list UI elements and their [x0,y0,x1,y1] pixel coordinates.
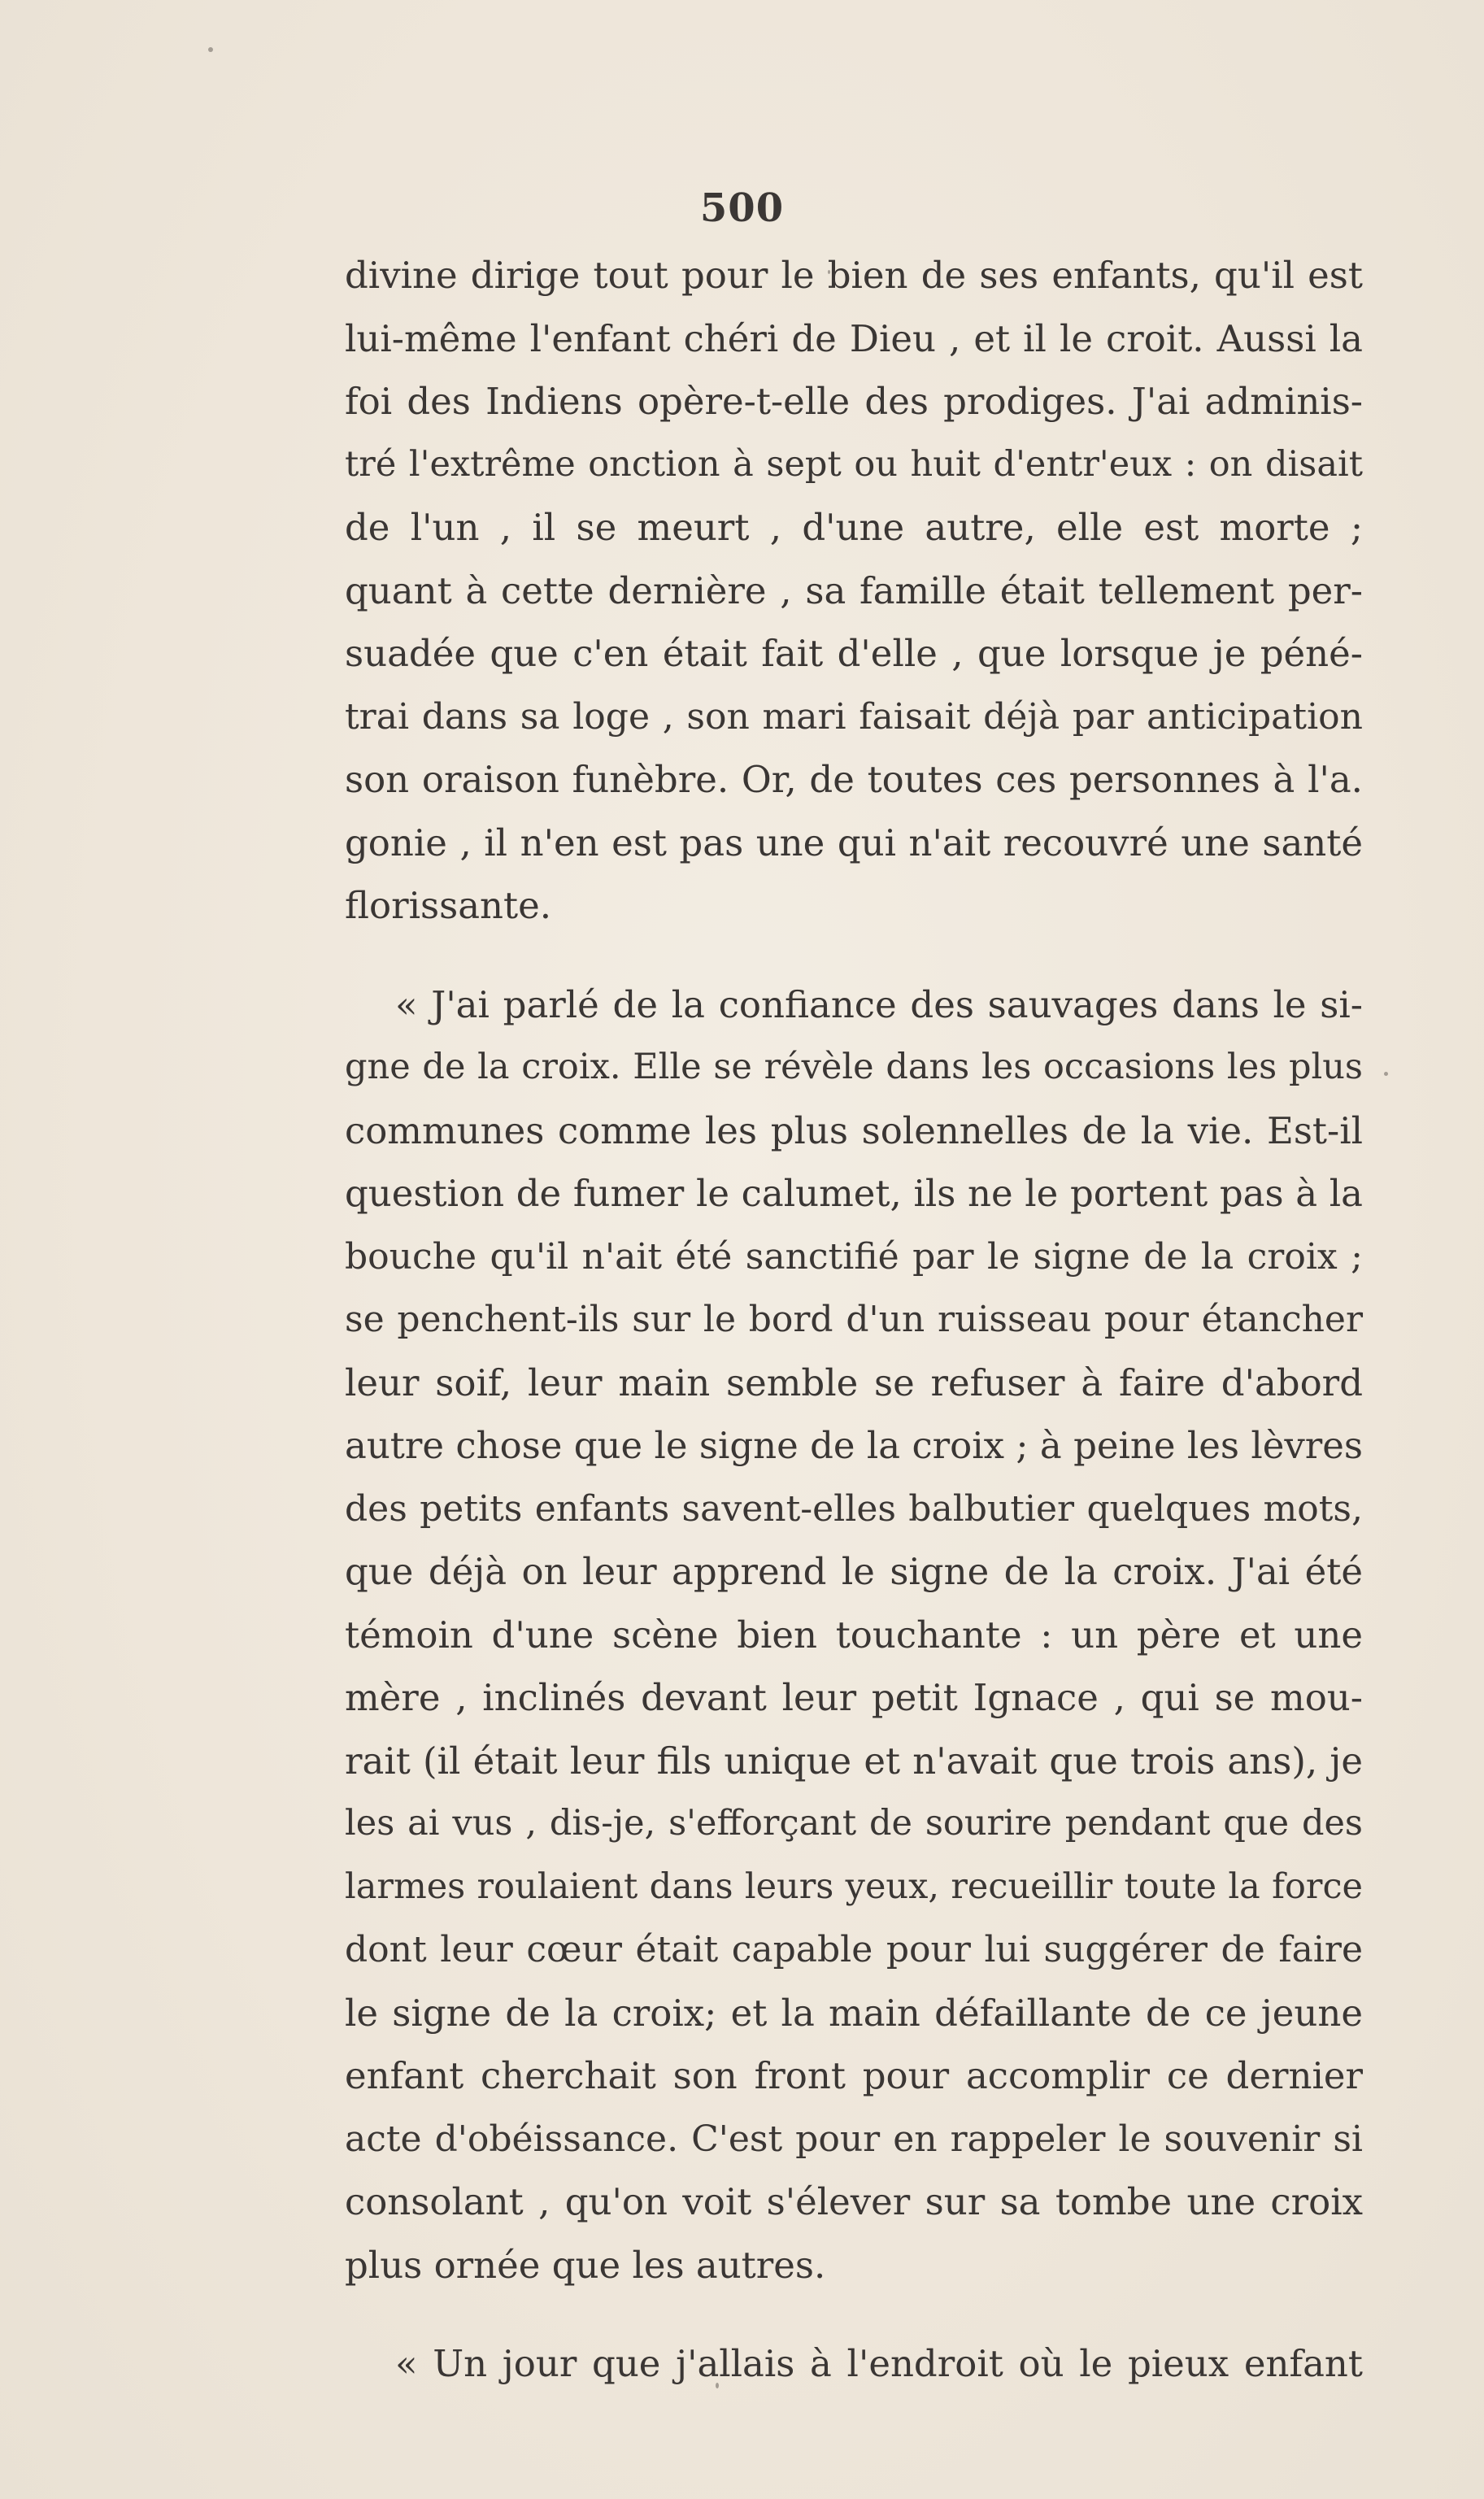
text-line: de l'un , il se meurt , d'une autre, elle est morte ; [345,506,1363,549]
text-line: enfant cherchait son front pour accomplir ce dernier [345,2054,1363,2097]
text-line: le signe de la croix; et la main défaillante de ce jeune [345,1991,1363,2035]
paragraph [345,2332,1363,2396]
text-line: divine dirige tout pour le bien de ses enfants, qu'il est [345,254,1363,297]
paper-speck [1384,1072,1388,1076]
paper-speck [208,47,213,52]
text-line: les ai vus , dis-je, s'efforçant de sourire pendant que des [345,1803,1363,1844]
text-line: tré l'extrême onction à sept ou huit d'entr'eux : on disait [345,443,1363,485]
body-text [345,244,1363,2396]
text-line: gne de la croix. Elle se révèle dans les occasions les plus [345,1047,1363,1087]
text-line: autre chose que le signe de la croix ; à peine les lèvres [345,1424,1363,1467]
page-number: 500 [699,185,785,231]
text-line: florissante. [345,884,552,927]
text-line: acte d'obéissance. C'est pour en rappeler le souvenir si [345,2118,1363,2160]
text-line: des petits enfants savent-elles balbutier quelques mots, [345,1487,1363,1530]
text-line: communes comme les plus solennelles de la vie. Est-il [345,1108,1363,1152]
text-line: « J'ai parlé de la confiance des sauvages dans le si- [395,982,1363,1026]
text-line: plus ornée que les autres. [345,2243,826,2287]
text-line: que déjà on leur apprend le signe de la croix. J'ai été [345,1550,1363,1593]
text-line: trai dans sa loge , son mari faisait déjà par anticipation [345,695,1363,738]
text-line: bouche qu'il n'ait été sanctifié par le signe de la croix ; [345,1235,1363,1278]
text-line: suadée que c'en était fait d'elle , que lorsque je péné- [345,632,1363,675]
text-line: quant à cette dernière , sa famille était tellement per- [345,568,1363,612]
text-line: « Un jour que j'allais à l'endroit où le pieux enfant [395,2342,1363,2385]
text-line: rait (il était leur fils unique et n'avait que trois ans), je [345,1739,1363,1783]
text-line: consolant , qu'on voit s'élever sur sa tombe une croix [345,2180,1363,2223]
text-line: son oraison funèbre. Or, de toutes ces personnes à l'a. [345,758,1363,801]
text-line: lui-même l'enfant chéri de Dieu , et il le croit. Aussi la [345,316,1363,360]
paragraph [345,973,1363,2297]
text-line: mère , inclinés devant leur petit Ignace , qui se mou- [345,1676,1363,1719]
paragraph [345,244,1363,938]
text-line: leur soif, leur main semble se refuser à faire d'abord [345,1361,1363,1404]
text-line: dont leur cœur était capable pour lui suggérer de faire [345,1929,1363,1970]
text-line: se penchent-ils sur le bord d'un ruisseau pour étancher [345,1299,1363,1340]
text-line: larmes roulaient dans leurs yeux, recueillir toute la force [345,1866,1363,1907]
text-line: gonie , il n'en est pas une qui n'ait recouvré une santé [345,821,1363,864]
text-line: témoin d'une scène bien touchante : un père et une [345,1613,1363,1657]
text-line: foi des Indiens opère-t-elle des prodiges. J'ai adminis- [345,380,1363,423]
paragraph-gap [345,938,1363,973]
text-line: question de fumer le calumet, ils ne le portent pas à la [345,1172,1363,1215]
paragraph-gap [345,2297,1363,2332]
